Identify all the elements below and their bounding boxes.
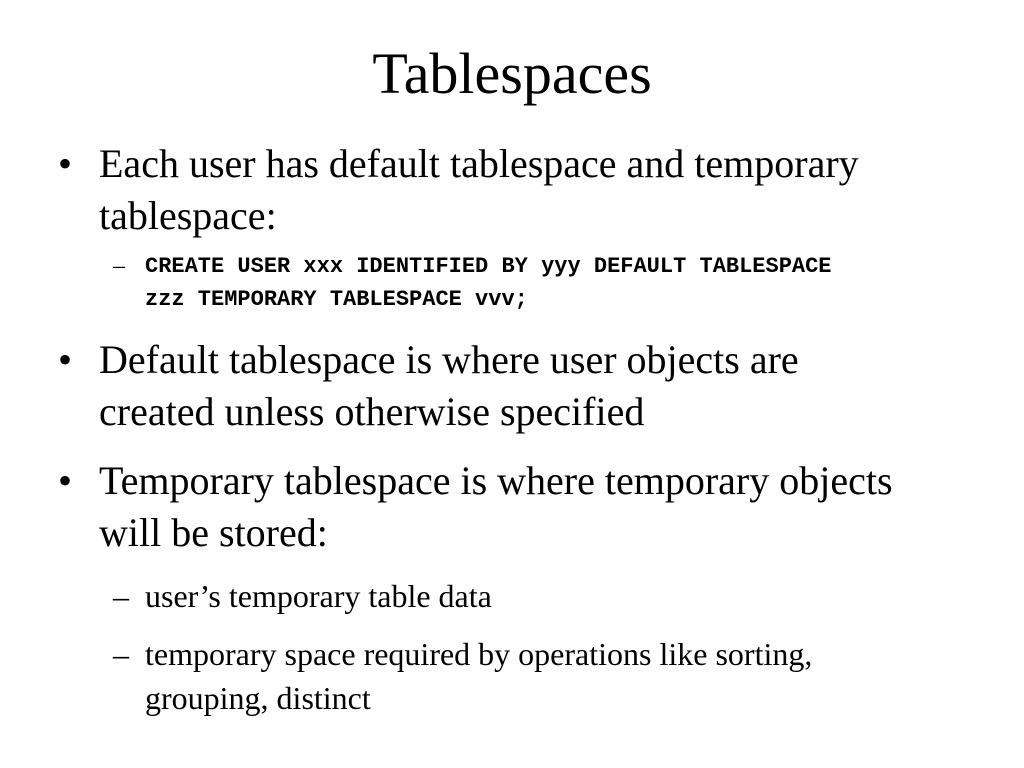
sub-mark: – (113, 578, 129, 614)
sub-text: temporary space required by operations like sorting, grouping, distinct (145, 636, 813, 716)
bullet-text: Each user has default tablespace and temporary tablespace: (99, 141, 859, 238)
bullet-text: Temporary tablespace is where temporary objects will be stored: (99, 458, 893, 555)
sub-text: user’s temporary table data (145, 578, 492, 614)
bullet-item (58, 334, 958, 438)
bullet-item (58, 138, 958, 242)
bullet-item (58, 455, 958, 559)
sub-item (113, 632, 893, 720)
bullet-mark: • (58, 458, 73, 503)
sub-item (113, 574, 893, 618)
bullet-mark: • (58, 141, 73, 186)
sub-mark: – (113, 636, 129, 672)
sub-mark: – (113, 253, 125, 279)
bullet-mark: • (58, 337, 73, 382)
slide-title: Tablespaces (372, 41, 652, 106)
bullet-text: Default tablespace is where user objects are created unless otherwise specified (99, 337, 799, 434)
sub-item-code (113, 250, 893, 316)
sub-text: CREATE USER xxx IDENTIFIED BY yyy DEFAULT TABLESPACE zzz TEMPORARY TABLESPACE vvv; (145, 254, 832, 312)
